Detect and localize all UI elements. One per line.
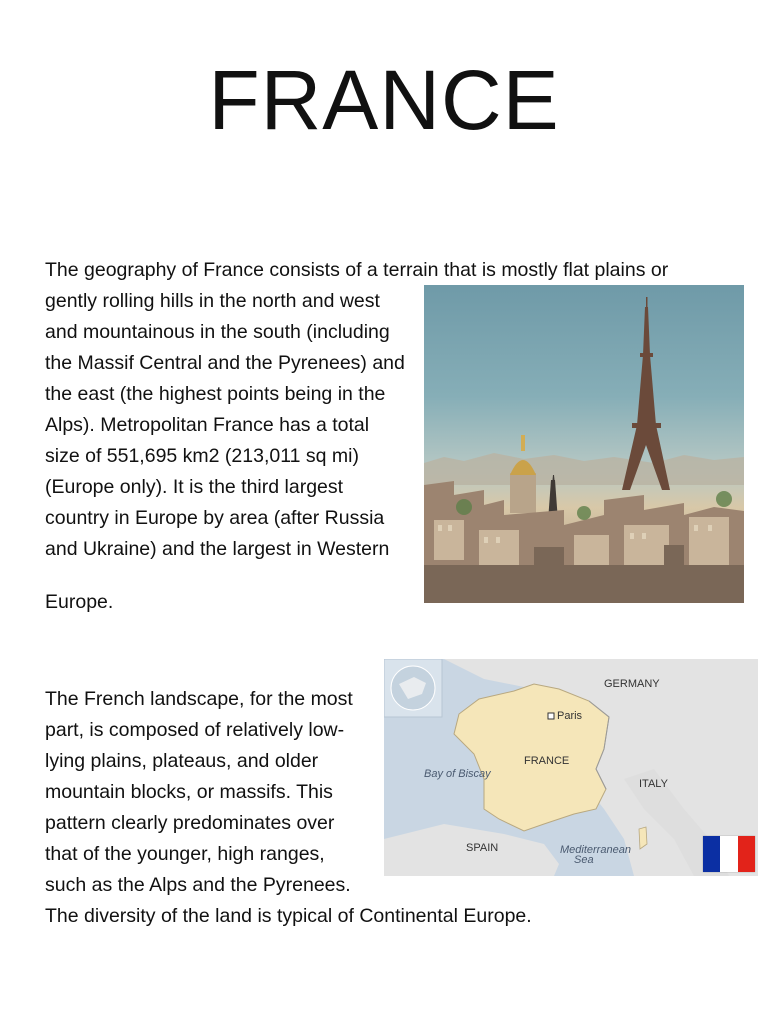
map-label-germany: GERMANY <box>604 678 660 690</box>
text-line: size of 551,695 km2 (213,011 sq mi) <box>45 445 359 467</box>
text-line: mountain blocks, or massifs. This <box>45 781 333 803</box>
flag-stripe-blue <box>703 836 720 872</box>
map-label-mediterranean: Mediterranean <box>560 844 631 856</box>
map-label-bay-of-biscay: Bay of Biscay <box>424 768 491 780</box>
map-label-spain: SPAIN <box>466 842 499 854</box>
text-line: lying plains, plateaus, and older <box>45 750 319 772</box>
text-line: country in Europe by area (after Russia <box>45 507 385 529</box>
text-line: The French landscape, for the most <box>45 688 353 710</box>
text-line: gently rolling hills in the north and west <box>45 290 380 312</box>
map-label-sea: Sea <box>574 854 594 866</box>
flag-stripe-red <box>738 836 755 872</box>
page-title: FRANCE <box>208 53 560 147</box>
text-line: that of the younger, high ranges, <box>45 843 325 865</box>
text-line: Europe. <box>45 591 114 613</box>
text-line: and mountainous in the south (including <box>45 321 390 343</box>
map-label-paris: Paris <box>557 710 583 722</box>
text-line: and Ukraine) and the largest in Western <box>45 538 390 560</box>
text-line: pattern clearly predominates over <box>45 812 335 834</box>
text-line: The geography of France consists of a terrain that is mostly flat plains or <box>45 259 669 281</box>
text-line: Alps). Metropolitan France has a total <box>45 414 370 436</box>
map-label-france: FRANCE <box>524 755 570 767</box>
text-line: the Massif Central and the Pyrenees) and <box>45 352 405 374</box>
text-line: The diversity of the land is typical of Continental Europe. <box>45 905 532 927</box>
flag-stripe-white <box>720 836 737 872</box>
text-line: the east (the highest points being in the <box>45 383 386 405</box>
paris-skyline-photo <box>424 285 744 603</box>
france-map <box>384 659 758 876</box>
text-line: part, is composed of relatively low- <box>45 719 345 741</box>
text-line: such as the Alps and the Pyrenees. <box>45 874 351 896</box>
french-flag-icon <box>703 836 755 872</box>
map-label-italy: ITALY <box>639 778 668 790</box>
text-line: (Europe only). It is the third largest <box>45 476 344 498</box>
